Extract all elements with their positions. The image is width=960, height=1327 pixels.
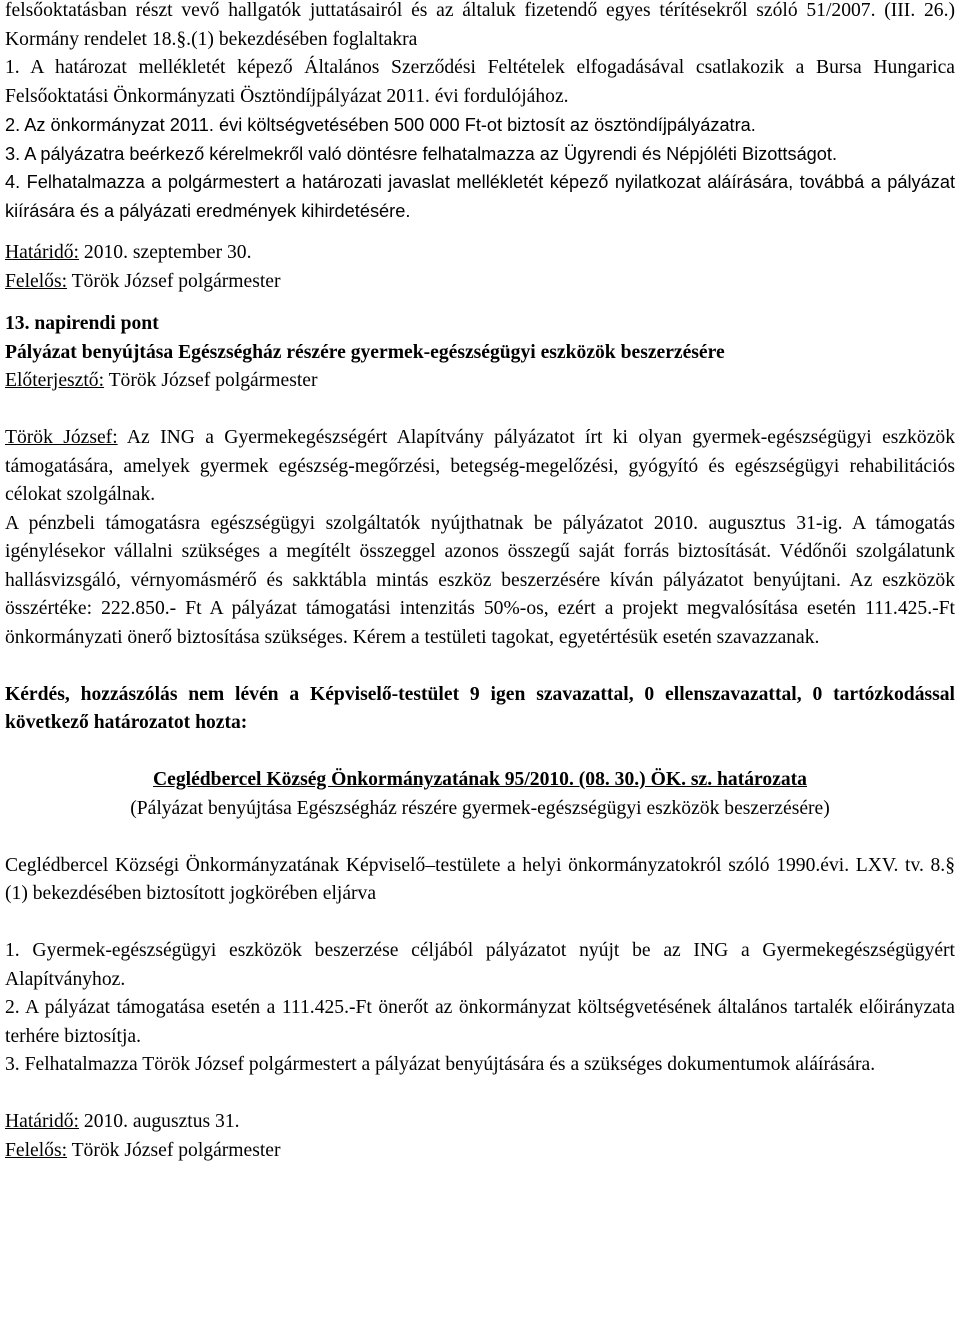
deadline-label: Határidő: — [5, 242, 79, 263]
resolution-point-3: 3. Felhatalmazza Török József polgármestert a pályázat benyújtására és a szükséges dokumentumok aláírására. — [5, 1054, 876, 1075]
resolution-point-2: 2. A pályázat támogatása esetén a 111.425.-Ft önerőt az önkormányzat költségvetésének általános tartalék előirányzata terhére biztosítja. — [5, 997, 955, 1047]
spacer — [5, 296, 955, 310]
presenter-value: Török József polgármester — [104, 370, 318, 391]
resolution-responsible-label: Felelős: — [5, 1139, 68, 1161]
resolution-title: Ceglédbercel Község Önkormányzatának 95/2010. (08. 30.) ÖK. sz. határozata — [153, 769, 807, 790]
intro-paragraph: felsőoktatásban részt vevő hallgatók juttatásairól és az általuk fizetendő egyes térítésekről szóló 51/2007. (III. 26.) Kormány rendelet 18.§.(1) bekezdésében foglaltakra — [5, 0, 955, 50]
resolution-deadline-line — [5, 1108, 955, 1137]
resolution-deadline-value: 2010. augusztus 31. — [79, 1111, 240, 1132]
spacer — [5, 1080, 955, 1109]
speech-paragraph-1 — [5, 424, 955, 510]
resolution-responsible-value: Török József polgármester — [67, 1139, 281, 1161]
spacer — [5, 738, 955, 767]
responsible-value: Török József polgármester — [67, 270, 281, 292]
presenter-label: Előterjesztő: — [5, 370, 105, 391]
resolution-item-1: 1. A határozat mellékletét képező Általános Szerződési Feltételek elfogadásával csatlakozik a Bursa Hungarica Felsőoktatási Önkormányzati Ösztöndíjpályázat 2011. évi fordulójához. — [5, 57, 955, 107]
spacer — [5, 909, 955, 938]
resolution-item-2: 2. Az önkormányzat 2011. évi költségvetésében 500 000 Ft-ot biztosít az ösztöndíjpályázatra. — [5, 115, 756, 135]
presenter-line — [5, 367, 955, 396]
speaker-name: Török József: — [5, 427, 118, 448]
responsible-label: Felelős: — [5, 270, 68, 292]
agenda-title: Pályázat benyújtása Egészségház részére gyermek-egészségügyi eszközök beszerzésére — [5, 341, 725, 363]
resolution-subtitle: (Pályázat benyújtása Egészségház részére gyermek-egészségügyi eszközök beszerzésére) — [130, 797, 830, 819]
resolution-point-1: 1. Gyermek-egészségügyi eszközök beszerzése céljából pályázatot nyújt be az ING a Gyermekegészségügyért Alapítványhoz. — [5, 940, 955, 990]
spacer — [5, 396, 955, 425]
resolution-deadline-label: Határidő: — [5, 1111, 79, 1132]
spacer — [5, 823, 955, 852]
speech-text-1: Az ING a Gyermekegészségért Alapítvány pályázatot írt ki olyan gyermek-egészségügyi eszközök támogatására, amelyek gyermek egészség-megőrzési, betegség-megelőzési, gyógyító és egészségügyi rehabilitációs célokat szolgálnak. — [5, 427, 955, 505]
responsible-line — [5, 268, 955, 297]
deadline-line — [5, 239, 955, 268]
resolution-item-4: 4. Felhatalmazza a polgármestert a határozati javaslat mellékletét képező nyilatkozat aláírására, továbbá a pályázat kiírására és a pályázati eredmények kihirdetésére. — [5, 172, 955, 221]
resolution-preamble: Ceglédbercel Községi Önkormányzatának Képviselő–testülete a helyi önkormányzatokról szóló 1990.évi. LXV. tv. 8.§ (1) bekezdésében biztosított jogkörében eljárva — [5, 854, 955, 904]
deadline-value: 2010. szeptember 30. — [79, 242, 252, 263]
resolution-responsible-line — [5, 1137, 955, 1166]
speech-paragraph-2: A pénzbeli támogatásra egészségügyi szolgáltatók nyújthatnak be pályázatot 2010. augusztus 31-ig. A támogatás igénylésekor vállalni szükséges a megítélt összeggel azonos összegű saját forrás biztosítását. Védőnői szolgálatunk hallásvizsgáló, vérnyomásmérő és sakktábla mintás eszköz beszerzésére kíván pályázatot benyújtani. Az eszközök összértéke: 222.850.- Ft A pályázat támogatási intenzitás 50%-os, ezért a projekt megvalósítása esetén 111.425.-Ft önkormányzati önerő biztosítása szükséges. Kérem a testületi tagokat, egyetértésük esetén szavazzanak. — [5, 512, 955, 648]
document-page — [5, 0, 955, 1165]
agenda-number: 13. napirendi pont — [5, 313, 159, 334]
resolution-item-3: 3. A pályázatra beérkező kérelmekről való döntésre felhatalmazza az Ügyrendi és Népjóléti Bizottságot. — [5, 143, 838, 164]
spacer — [5, 652, 955, 681]
spacer — [5, 225, 955, 239]
vote-statement: Kérdés, hozzászólás nem lévén a Képviselő-testület 9 igen szavazattal, 0 ellenszavazattal, 0 tartózkodással következő határozatot hozta: — [5, 683, 955, 733]
